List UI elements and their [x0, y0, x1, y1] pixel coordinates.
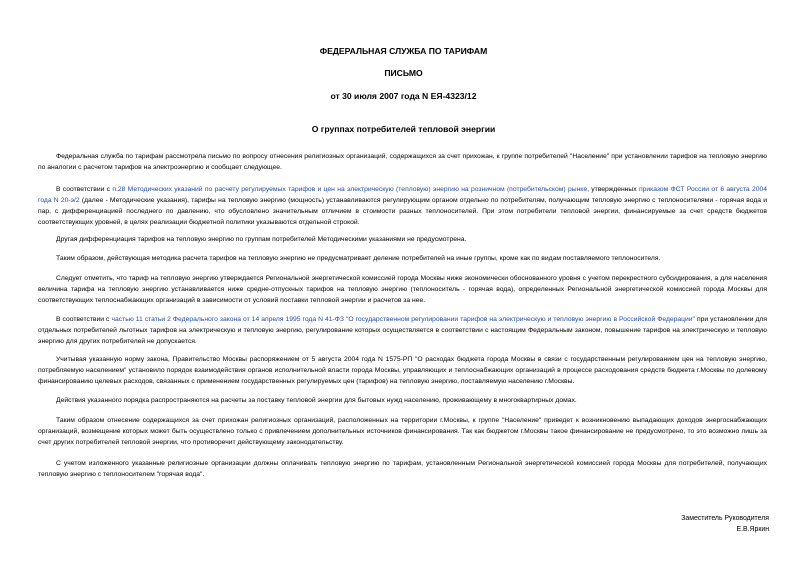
link-methodical-guidelines[interactable]: п.28 Методических указаний по расчету регулируемых тарифов и цен на электрическую (тепловую) энергию на розничном (потребительском) рынке [112, 186, 588, 193]
document-date-number: от 30 июля 2007 года N ЕЯ-4323/12 [330, 91, 477, 101]
paragraph-2-text-c: (далее - Методические указания), тарифы на тепловую энергию (мощность) устанавливаются регулирующим органом отдельно по потребителям, получающим тепловую энергию с теплоносителями - горячая вода и пар, с дифференциацией последнего по давлению, что обусловлено значительным отличием в стоимости разных теплоносителей. При этом потребители тепловой энергии, финансируемые за счет средств бюджетов соответствующих уровней, в целях реализации бюджетной политики указываются отдельной строкой. [38, 197, 767, 226]
paragraph-8: Действия указанного порядка распространяются на расчеты за поставку тепловой энергии для бытовых нужд населению, проживающему в многоквартирных домах. [56, 397, 577, 404]
paragraph-10: С учетом изложенного указанные религиозные организации должны оплачивать тепловую энергию по тарифам, установленным Региональной энергетической комиссией города Москвы для потребителей, получающих тепловую энергию с теплоносителем "горячая вода". [38, 460, 767, 478]
paragraph-2-text-b: , утвержденных [587, 186, 639, 193]
document-type: ПИСЬМО [384, 68, 423, 78]
paragraph-9: Таким образом отнесение содержащихся за счет прихожан религиозных организаций, расположенных на территории г.Москвы, к группе "Население" приведет к возникновению выпадающих доходов энергоснабжающих организаций, возмещение которых может быть осуществлено только с привлечением дополнительных источников финансирования. Так как бюджетом г.Москвы такое финансирование не предусмотрено, то это возможно лишь за счет других потребителей тепловой энергии, что противоречит действующему законодательству. [38, 417, 767, 446]
signature-name: Е.В.Яркин [736, 526, 769, 533]
paragraph-6-text-b: при установлении для отдельных потребителей льготных тарифов на электрическую и тепловую энергию, регулирование которых осуществляется в соответствии с настоящим Федеральным законом, повышение тарифов на электрическую и тепловую энергию для других потребителей не допускается. [38, 316, 768, 345]
agency-title: ФЕДЕРАЛЬНАЯ СЛУЖБА ПО ТАРИФАМ [319, 46, 488, 56]
paragraph-7: Учитывая указанную норму закона, Правительство Москвы распоряжением от 5 августа 2004 года N 1575-РП "О расходах бюджета города Москвы в связи с государственным регулированием цен на тепловую энергию, потребляемую населением" установило порядок взаимодействия органов исполнительной власти города Москвы, управляющих и теплоснабжающих организаций в процессе расходования средств бюджета г.Москвы по долевому финансированию целевых расходов, связанных с применением государственных регулируемых цен (тарифов) на тепловую энергию, поставляемую населению г.Москвы. [38, 356, 767, 385]
paragraph-5: Следует отметить, что тариф на тепловую энергию утверждается Региональной энергетической комиссией города Москвы ниже экономически обоснованного уровня с учетом перекрестного субсидирования, а для населения величина тарифа на тепловую энергию устанавливается ниже средне-отпускных тарифов на тепловую энергию (теплоноситель - горячая вода), определенных Региональной энергетической комиссией города Москвы для соответствующих теплоснабжающих организаций в зависимости от условий поставки тепловой энергии и расчетов за нее. [38, 275, 767, 304]
link-federal-law-41fz[interactable]: частью 11 статьи 2 Федерального закона от 14 апреля 1995 года N 41-ФЗ "О государственном регулировании тарифов на электрическую и тепловую энергию в Российской Федерации" [111, 316, 695, 323]
paragraph-3: Другая дифференциация тарифов на тепловую энергию по группам потребителей Методическими указаниями не предусмотрена. [56, 236, 467, 243]
paragraph-2-text-a: В соответствии с [56, 186, 113, 193]
paragraph-1: Федеральная служба по тарифам рассмотрела письмо по вопросу отнесения религиозных организаций, содержащихся за счет прихожан, к группе потребителей "Население" при установлении тарифов на тепловую энергию по аналогии с расчетом тарифов на электроэнергию и сообщает следующее. [38, 153, 767, 171]
paragraph-4: Таким образом, действующая методика расчета тарифов на тепловую энергию не предусматривает деление потребителей на иные группы, кроме как по видам поставляемого теплоносителя. [56, 255, 661, 262]
paragraph-6 [38, 314, 767, 347]
paragraph-2 [38, 184, 767, 228]
signature-position: Заместитель Руководителя [681, 515, 769, 522]
paragraph-6-text-a: В соответствии с [56, 316, 112, 323]
link-fst-order[interactable]: приказом ФСТ России от 6 августа 2004 года N 20-э/2 [38, 186, 767, 204]
document-subject: О группах потребителей тепловой энергии [311, 124, 496, 134]
